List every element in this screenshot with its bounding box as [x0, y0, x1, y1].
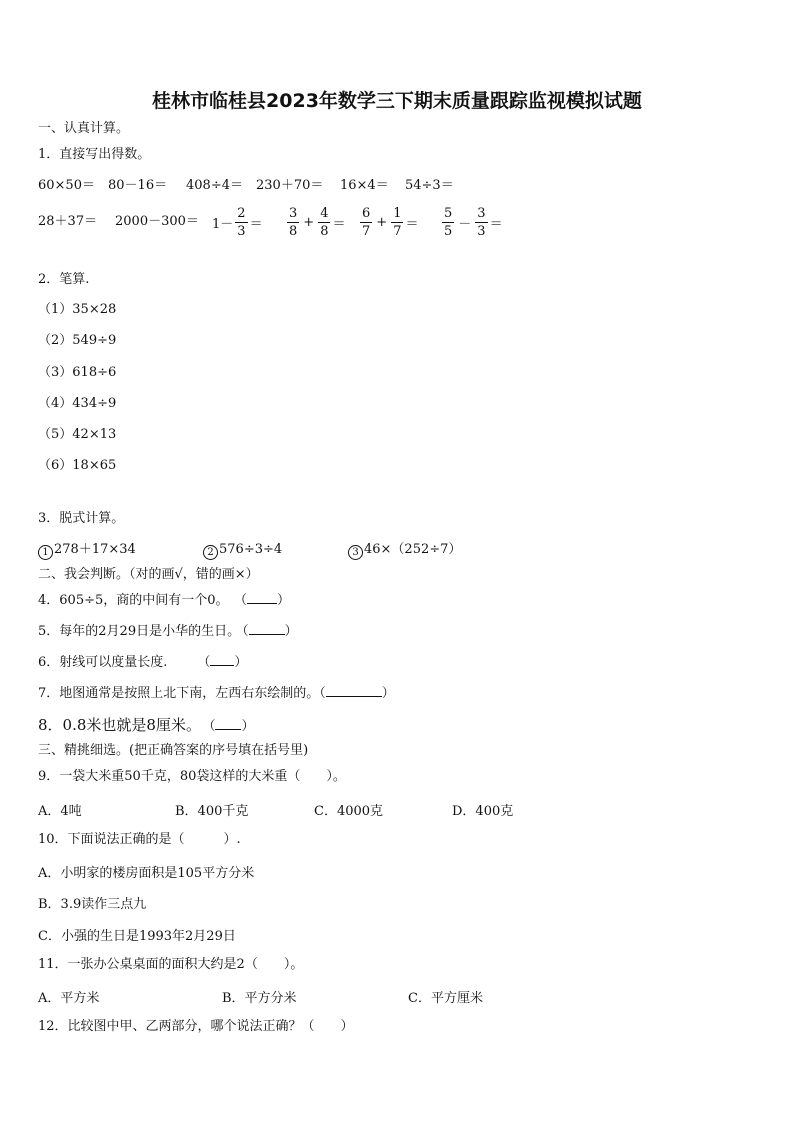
- fraction-expression: [212, 200, 263, 244]
- fraction-denominator: 8: [289, 223, 298, 239]
- question-3-label: 3．脱式计算。: [38, 511, 125, 526]
- fraction-denominator: 7: [393, 223, 402, 239]
- fraction: [287, 205, 299, 240]
- question-2-label: 2．笔算.: [38, 272, 90, 287]
- bracket-open: （: [242, 624, 249, 639]
- answer-blank[interactable]: [210, 665, 234, 666]
- bracket-close: ）: [381, 686, 395, 701]
- fraction: [442, 205, 454, 240]
- fraction-denominator: 3: [477, 223, 486, 239]
- bracket-close: ）: [284, 624, 298, 639]
- equals-sign: ＝: [405, 216, 419, 232]
- answer-bracket: [242, 624, 298, 639]
- answer-blank[interactable]: [249, 634, 285, 635]
- circled-number: 2: [203, 545, 218, 560]
- bracket-close: ）: [234, 655, 248, 670]
- calc-item: 60×50＝: [38, 178, 95, 193]
- fraction-denominator: 7: [362, 223, 371, 239]
- question-11-stem: 11．一张办公桌桌面的面积大约是2（ ）。: [38, 957, 304, 972]
- judgement-text: 6．射线可以度量长度.: [38, 655, 168, 670]
- judgement-text: 8．0.8米也就是8厘米。: [38, 716, 201, 734]
- bracket-open: （: [208, 719, 216, 734]
- stepwise-item: [203, 541, 282, 560]
- bracket-open: （: [197, 655, 211, 670]
- fraction-numerator: 2: [237, 205, 246, 221]
- bracket-close: ）: [277, 593, 291, 608]
- question-12-stem: 12．比较图中甲、乙两部分，哪个说法正确？（ ）: [38, 1019, 354, 1034]
- written-calc-item: （3）618÷6: [38, 365, 117, 380]
- fraction: [475, 205, 487, 240]
- judgement-item: [38, 592, 290, 610]
- stepwise-item: [38, 541, 136, 560]
- option-d[interactable]: D．400克: [452, 804, 514, 819]
- calc-item: 408÷4＝: [186, 178, 243, 193]
- fraction-expression: [358, 200, 418, 244]
- section-1-heading: 一、认真计算。: [38, 121, 130, 136]
- equals-sign: ＝: [489, 216, 503, 232]
- bracket-open: （: [240, 593, 248, 608]
- answer-bracket: [319, 686, 395, 701]
- fraction: [318, 205, 330, 240]
- operator: +: [303, 214, 315, 230]
- written-calc-item: （2）549÷9: [38, 333, 117, 348]
- answer-blank[interactable]: [247, 603, 277, 604]
- answer-bracket: [241, 593, 291, 608]
- bracket-close: ）: [241, 719, 255, 734]
- option-c[interactable]: C．平方厘米: [408, 991, 483, 1006]
- question-1-label: 1．直接写出得数。: [38, 147, 151, 162]
- judgement-text: 7．地图通常是按照上北下南，左西右东绘制的。: [38, 686, 320, 701]
- answer-blank[interactable]: [215, 729, 241, 730]
- circled-number: 3: [348, 545, 363, 560]
- stepwise-expression: 576÷3÷4: [219, 542, 283, 557]
- option-c[interactable]: C．小强的生日是1993年2月29日: [38, 929, 236, 944]
- circled-number: 1: [38, 545, 53, 560]
- answer-bracket: [197, 655, 247, 670]
- option-a[interactable]: A．平方米: [38, 991, 100, 1006]
- judgement-item: [38, 716, 254, 736]
- question-9-stem: 9．一袋大米重50千克，80袋这样的大米重（ ）。: [38, 769, 346, 784]
- calc-item: 16×4＝: [340, 178, 389, 193]
- fraction: [360, 205, 372, 240]
- fraction-numerator: 1: [393, 205, 402, 221]
- answer-bracket: [209, 719, 255, 734]
- answer-blank[interactable]: [326, 696, 382, 697]
- section-2-heading: 二、我会判断。（对的画√，错的画×）: [38, 567, 259, 582]
- option-c[interactable]: C．4000克: [314, 804, 384, 819]
- option-b[interactable]: B．400千克: [175, 804, 249, 819]
- fraction-row: [0, 200, 794, 244]
- fraction: [391, 205, 403, 240]
- fraction-numerator: 3: [289, 205, 298, 221]
- written-calc-item: （6）18×65: [38, 458, 117, 473]
- bracket-open: （: [319, 686, 326, 701]
- fraction-denominator: 5: [444, 223, 453, 239]
- written-calc-item: （5）42×13: [38, 427, 117, 442]
- stepwise-expression: 46×（252÷7）: [364, 542, 462, 557]
- option-a[interactable]: A．4吨: [38, 804, 82, 819]
- option-b[interactable]: B．平方分米: [222, 991, 297, 1006]
- fraction: [235, 205, 247, 240]
- written-calc-item: （4）434÷9: [38, 396, 117, 411]
- fraction-denominator: 8: [320, 223, 329, 239]
- fraction-numerator: 3: [477, 205, 486, 221]
- section-3-heading: 三、精挑细选。(把正确答案的序号填在括号里): [38, 743, 309, 758]
- fraction-expression: [440, 200, 503, 244]
- operator: +: [376, 214, 388, 230]
- fraction-expression: [285, 200, 345, 244]
- fraction-denominator: 3: [237, 223, 246, 239]
- calc-item: 2000－300＝: [115, 214, 199, 229]
- operator: －: [458, 216, 472, 232]
- option-a[interactable]: A．小明家的楼房面积是105平方分米: [38, 866, 255, 881]
- equals-sign: ＝: [332, 216, 346, 232]
- fraction-numerator: 4: [320, 205, 329, 221]
- fraction-numerator: 5: [444, 205, 453, 221]
- calc-item: 28＋37＝: [38, 214, 98, 229]
- written-calc-item: （1）35×28: [38, 302, 117, 317]
- fraction-numerator: 6: [362, 205, 371, 221]
- stepwise-item: [348, 541, 461, 560]
- judgement-item: [38, 685, 395, 703]
- stepwise-expression: 278＋17×34: [54, 542, 136, 557]
- page-title: 桂林市临桂县2023年数学三下期末质量跟踪监视模拟试题: [152, 90, 642, 112]
- equals-sign: ＝: [249, 216, 263, 232]
- judgement-text: 4．605÷5，商的中间有一个0。: [38, 593, 229, 608]
- question-10-stem: 10．下面说法正确的是（ ）.: [38, 832, 241, 847]
- judgement-item: [38, 654, 247, 672]
- judgement-item: [38, 623, 298, 641]
- calc-item: 230＋70＝: [256, 178, 324, 193]
- judgement-text: 5．每年的2月29日是小华的生日。: [38, 624, 241, 639]
- calc-item: 80－16＝: [108, 178, 168, 193]
- calc-item: 54÷3＝: [405, 178, 454, 193]
- fraction-lead: 1－: [212, 216, 234, 232]
- option-b[interactable]: B．3.9读作三点九: [38, 897, 147, 912]
